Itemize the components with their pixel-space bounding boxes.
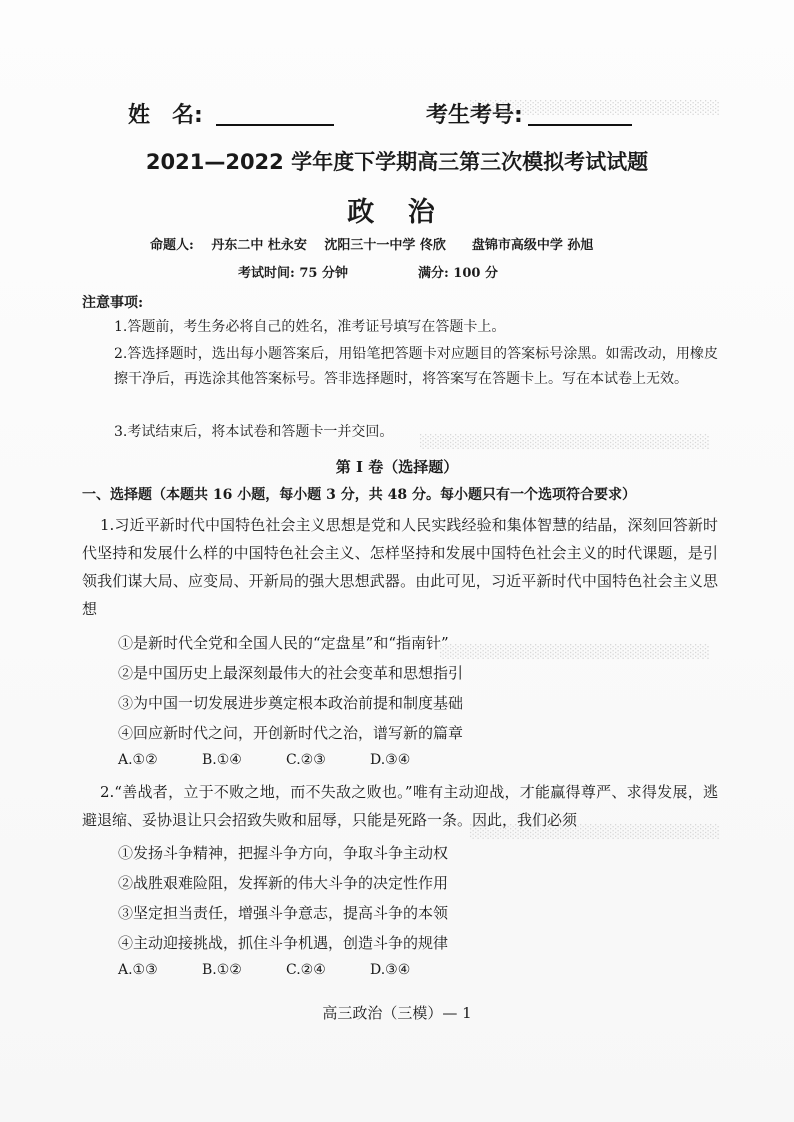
- question-1-option-4: ④回应新时代之问，开创新时代之治，谱写新的篇章: [118, 724, 464, 742]
- section-title: 一、选择题（本题共 16 小题，每小题 3 分，共 48 分。每小题只有一个选项符合要求）: [82, 487, 636, 503]
- choice-a: A.①②: [118, 752, 158, 768]
- subject-title: 政 治: [347, 197, 447, 228]
- choice-b: B.①②: [202, 962, 242, 978]
- question-2-option-3: ③坚定担当责任，增强斗争意志，提高斗争的本领: [118, 904, 449, 922]
- choice-b: B.①④: [202, 752, 242, 768]
- choice-c: C.②③: [286, 752, 326, 768]
- notice-item-2: 2.答选择题时，选出每小题答案后，用铅笔把答题卡对应题目的答案标号涂黑。如需改动，用橡皮擦干净后，再选涂其他答案标号。答非选择题时，将答案写在答题卡上。写在本试卷上无效。: [114, 346, 718, 387]
- exam-title: 2021—2022 学年度下学期高三第三次模拟考试试题: [145, 150, 649, 174]
- question-1-option-1: ①是新时代全党和全国人民的“定盘星”和“指南针”: [118, 634, 449, 652]
- question-1-stem: 1.习近平新时代中国特色社会主义思想是党和人民实践经验和集体智慧的结晶，深刻回答新时代坚持和发展什么样的中国特色社会主义、怎样坚持和发展中国特色社会主义的时代课题，是引领我们谋大局、应变局、开新局的强大思想武器。由此可见，习近平新时代中国特色社会主义思想: [82, 516, 718, 618]
- choice-c: C.②④: [286, 962, 326, 978]
- question-2-option-4: ④主动迎接挑战，抓住斗争机遇，创造斗争的规律: [118, 934, 449, 952]
- question-1-option-3: ③为中国一切发展进步奠定根本政治前提和制度基础: [118, 694, 464, 712]
- page-footer: 高三政治（三模）— 1: [322, 1004, 472, 1022]
- notice-heading: 注意事项:: [82, 295, 144, 311]
- choice-d: D.③④: [370, 962, 411, 978]
- question-1-choices: [118, 752, 478, 768]
- notice-item-3: 3.考试结束后，将本试卷和答题卡一并交回。: [114, 424, 394, 440]
- exam-meta: [238, 262, 638, 281]
- full-score: 满分: 100 分: [417, 266, 498, 281]
- authors-line: 命题人: 丹东二中 杜永安 沈阳三十一中学 佟欣 盘锦市高级中学 孙旭: [150, 238, 594, 253]
- candidate-id-blank[interactable]: [528, 124, 632, 126]
- notice-item-1: 1.答题前，考生务必将自己的姓名，准考证号填写在答题卡上。: [114, 319, 506, 335]
- part-title: 第 I 卷（选择题）: [335, 458, 459, 476]
- question-1-option-2: ②是中国历史上最深刻最伟大的社会变革和思想指引: [118, 664, 464, 682]
- question-2-choices: [118, 962, 478, 978]
- exam-time: 考试时间: 75 分钟: [238, 266, 348, 281]
- candidate-id-label: 考生考号:: [426, 103, 523, 128]
- question-2-option-2: ②战胜艰难险阻，发挥新的伟大斗争的决定性作用: [118, 874, 449, 892]
- question-2-stem: 2.“善战者，立于不败之地，而不失敌之败也。”唯有主动迎战，才能赢得尊严、求得发展，逃避退缩、妥协退让只会招致失败和屈辱，只能是死路一条。因此，我们必须: [82, 783, 718, 829]
- choice-a: A.①③: [118, 962, 158, 978]
- name-label: 姓 名:: [128, 103, 203, 128]
- question-2-option-1: ①发扬斗争精神，把握斗争方向，争取斗争主动权: [118, 844, 449, 862]
- candidate-info-row: [128, 98, 688, 134]
- choice-d: D.③④: [370, 752, 411, 768]
- exam-page: ░░░░░░░░░░░░░░░░░░░░░░░░░ ░░░░░░░░░░░░░░░░░░░░░░░░░░░░░ ░░░░░░░░░░░░░░░░░░░░░░░░░░░ ░░░░░░░░░░░░░░░░░░░░░░░░░ 姓 名: 考生考号: 2021—2022 学年度下学期高三第三次模拟考试试题 政 治 命题人: 丹东二中 杜永安 沈阳三十一中学 佟欣 盘锦市高级中学 孙旭 考试时间: 75 分钟 满分: 100 分 注意事项: 1.答题前，考生务必将自己的姓名，准考证号填写在答题卡上。 2.答选择题时，选出每小题答案后，用铅笔把答题卡对应题目的答案标号涂黑。如需改动，用橡皮擦干净后，再选涂其他答案标号。答非选择题时，将答案写在答题卡上。写在本试卷上无效。 3.考试结束后，将本试卷和答题卡一并交回。 第 I 卷（选择题） 一、选择题（本题共 16 小题，每小题 3 分，共 48 分。每小题只有一个选项符合要求） 1.习近平新时代中国特色社会主义思想是党和人民实践经验和集体智慧的结晶，深刻回答新时代坚持和发展什么样的中国特色社会主义、怎样坚持和发展中国特色社会主义的时代课题，是引领我们谋大局、应变局、开新局的强大思想武器。由此可见，习近平新时代中国特色社会主义思想 ①是新时代全党和全国人民的“定盘星”和“指南针” ②是中国历史上最深刻最伟大的社会变革和思想指引 ③为中国一切发展进步奠定根本政治前提和制度基础 ④回应新时代之问，开创新时代之治，谱写新的篇章 A.①② B.①④ C.②③ D.③④ 2.“善战者，立于不败之地，而不失敌之败也。”唯有主动迎战，才能赢得尊严、求得发展，逃避退缩、妥协退让只会招致失败和屈辱，只能是死路一条。因此，我们必须 ①发扬斗争精神，把握斗争方向，争取斗争主动权 ②战胜艰难险阻，发挥新的伟大斗争的决定性作用 ③坚定担当责任，增强斗争意志，提高斗争的本领 ④主动迎接挑战，抓住斗争机遇，创造斗争的规律 A.①③ B.①② C.②④ D.③④ 高三政治（三模）— 1: [0, 0, 794, 1122]
- name-blank[interactable]: [216, 124, 334, 126]
